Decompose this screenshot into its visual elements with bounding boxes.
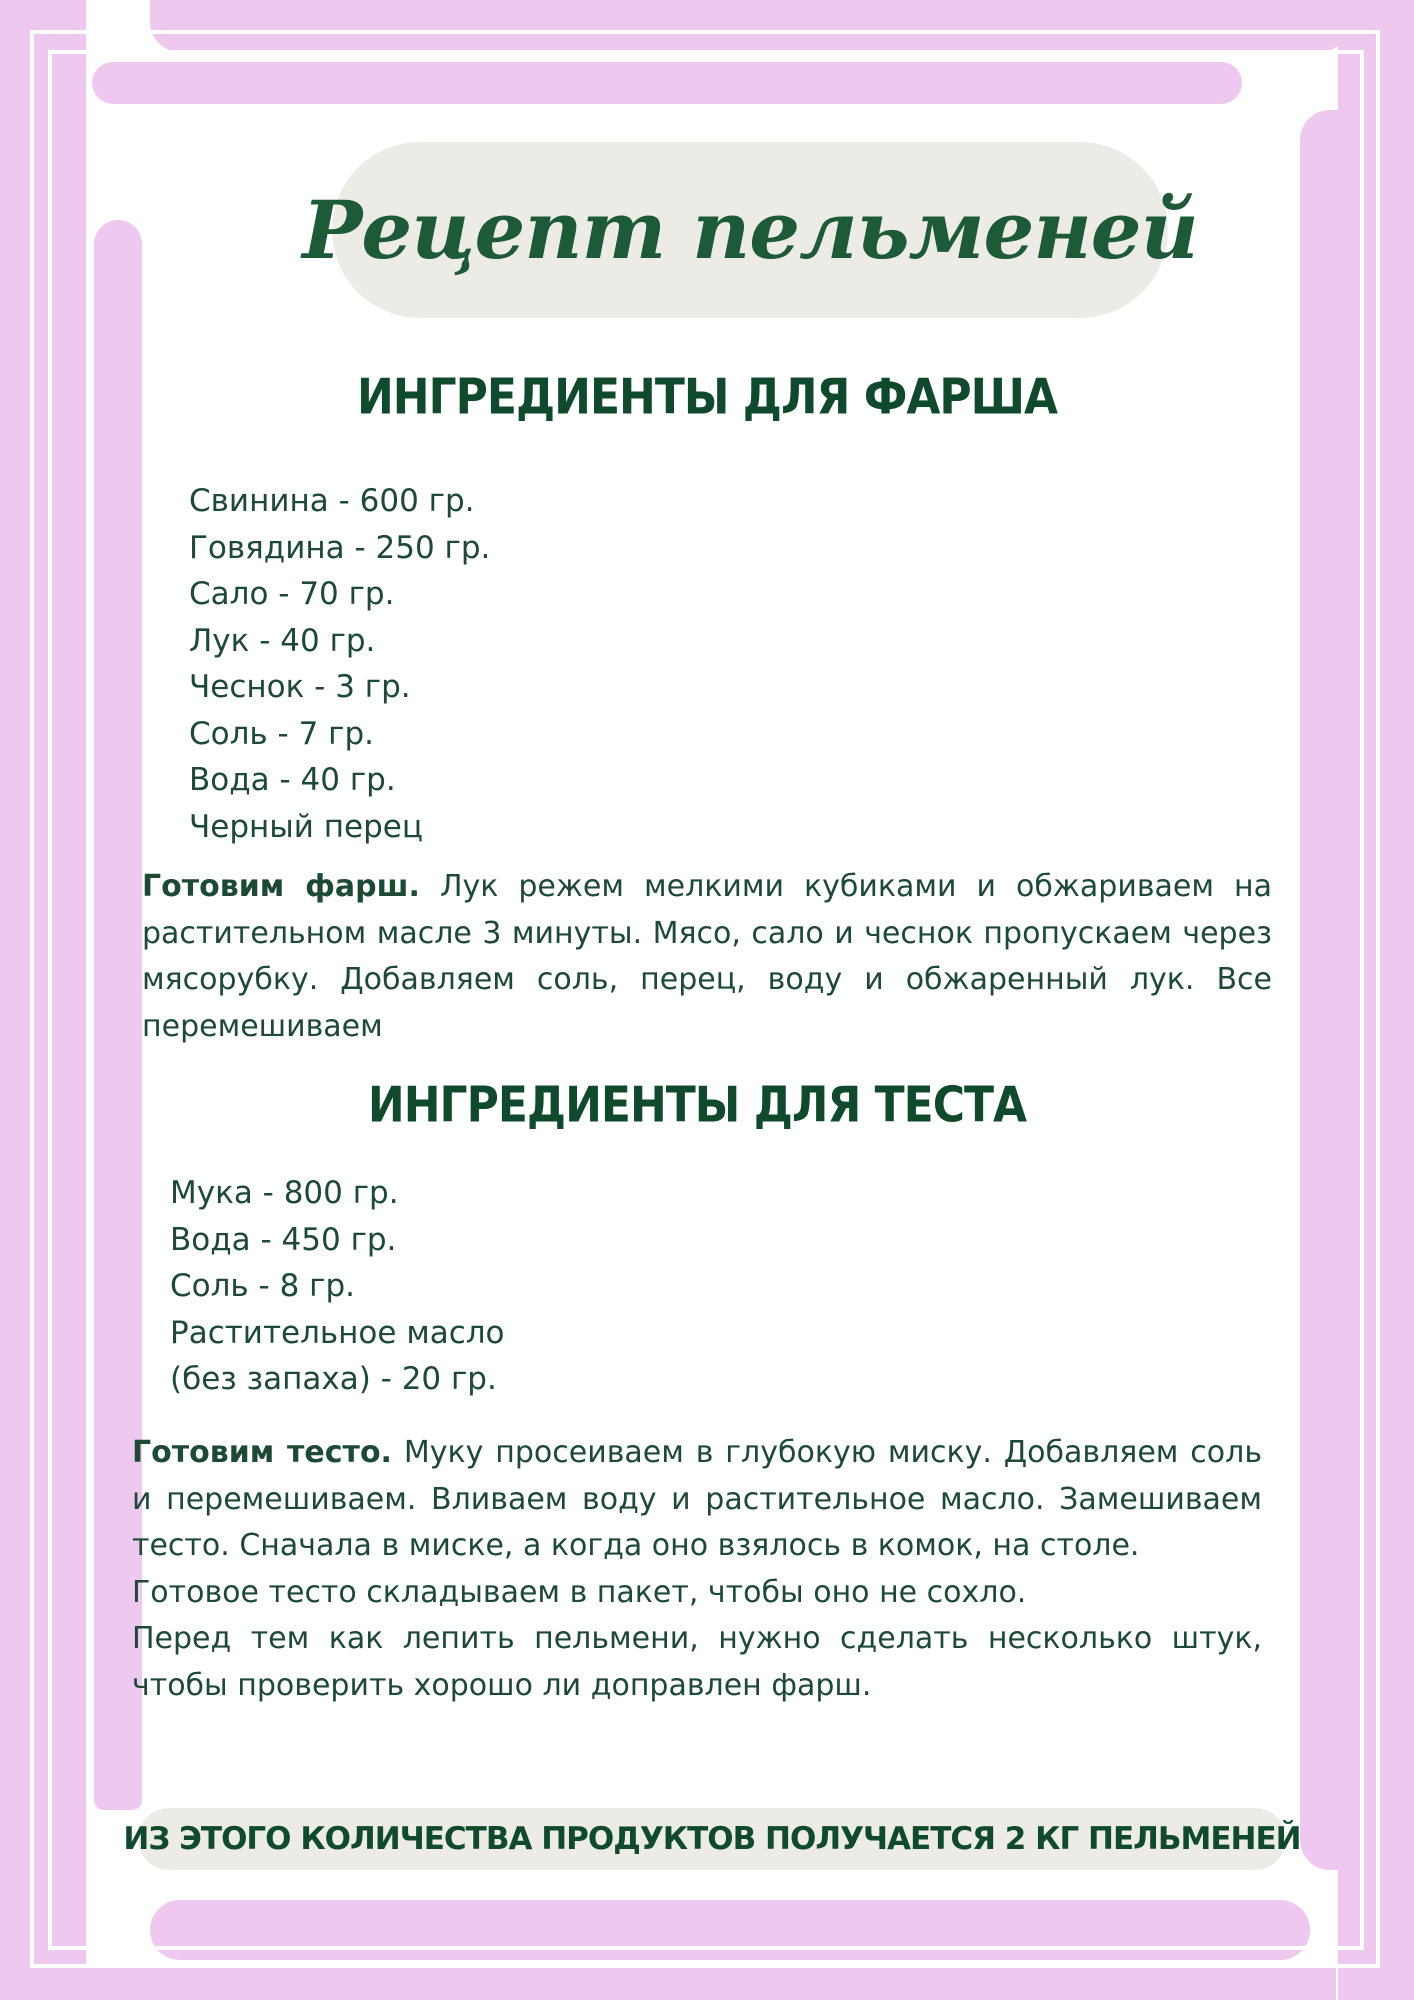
dough-ingredients-list: [170, 1170, 505, 1403]
filling-instructions-label: Готовим фарш.: [142, 869, 420, 904]
filling-instructions-text: Лук режем мелкими кубиками и обжариваем на растительном масле 3 минуты. Мясо, сало и чеснок пропускаем через мясорубку. Добавляем соль, перец, воду и обжаренный лук. Все перемешиваем: [142, 869, 1273, 1044]
list-item: Соль - 7 гр.: [189, 715, 374, 752]
frame-bottom-stripe-lower: [86, 1966, 1336, 2000]
list-item: Сало - 70 гр.: [189, 576, 395, 612]
dough-instructions: [132, 1430, 1262, 1709]
footer-yield-text: ИЗ ЭТОГО КОЛИЧЕСТВА ПРОДУКТОВ ПОЛУЧАЕТСЯ 2 КГ ПЕЛЬМЕНЕЙ: [123, 1821, 1301, 1857]
list-item: Лук - 40 гр.: [189, 622, 376, 659]
filling-ingredients-list: [189, 478, 490, 850]
list-item: Мука - 800 гр.: [170, 1175, 399, 1211]
list-item: (без запаха) - 20 гр.: [170, 1361, 497, 1397]
list-item: Свинина - 600 гр.: [189, 483, 475, 519]
list-item: Чеснок - 3 гр.: [189, 669, 411, 705]
footer-banner: [123, 1808, 1301, 1870]
page-title: Рецепт пельменей: [302, 183, 1198, 277]
dough-instructions-text: Муку просеиваем в глубокую миску. Добавляем соль и перемешиваем. Вливаем воду и растительное масло. Замешиваем тесто. Сначала в миске, а когда оно взялось в комок, на столе.: [132, 1435, 1262, 1563]
dough-instructions-label: Готовим тесто.: [132, 1435, 392, 1470]
title-banner: [302, 142, 1198, 318]
dough-note-check: Перед тем как лепить пельмени, нужно сделать несколько штук, чтобы проверить хорошо ли доправлен фарш.: [132, 1621, 1262, 1703]
list-item: Соль - 8 гр.: [170, 1268, 355, 1304]
dough-heading: ИНГРЕДИЕНТЫ ДЛЯ ТЕСТА: [367, 1076, 1027, 1135]
list-item: Растительное масло: [170, 1314, 505, 1351]
list-item: Вода - 40 гр.: [189, 762, 396, 798]
dough-note-storage: Готовое тесто складываем в пакет, чтобы оно не сохло.: [132, 1574, 1027, 1610]
filling-instructions: [142, 864, 1272, 1050]
list-item: Вода - 450 гр.: [170, 1221, 397, 1258]
list-item: Говядина - 250 гр.: [189, 529, 491, 566]
list-item: Черный перец: [189, 808, 423, 845]
filling-heading: ИНГРЕДИЕНТЫ ДЛЯ ФАРША: [356, 368, 1058, 427]
